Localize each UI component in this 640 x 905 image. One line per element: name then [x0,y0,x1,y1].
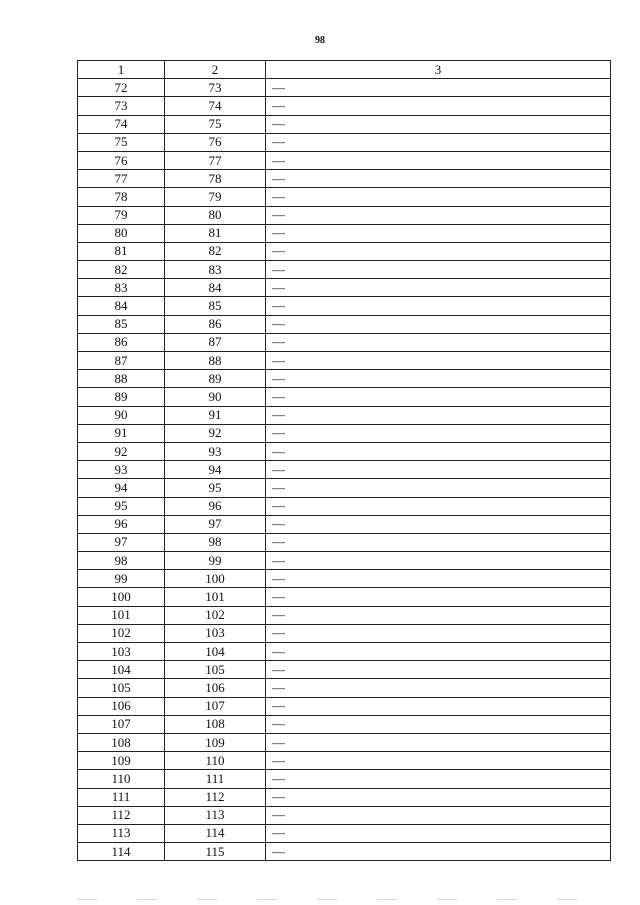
table-cell-col2: 100 [165,570,266,588]
column-header-1: 1 [78,61,165,79]
table-cell-col3 [266,515,611,533]
table-row [78,497,611,515]
dash-value: — [272,316,285,332]
table-cell-col1: 84 [78,297,165,315]
table-cell-col2: 74 [165,97,266,115]
table-cell-col2: 111 [165,770,266,788]
dash-value: — [272,698,285,714]
table-cell-col3 [266,188,611,206]
table-cell-col3 [266,770,611,788]
dash-value: — [272,461,285,477]
table-row [78,552,611,570]
table-cell-col1: 80 [78,224,165,242]
data-table [77,60,611,861]
dash-value: — [272,334,285,350]
table-cell-col1: 76 [78,151,165,169]
table-cell-col2: 106 [165,679,266,697]
table-row [78,606,611,624]
table-cell-col1: 99 [78,570,165,588]
dash-value: — [272,789,285,805]
table-cell-col2: 80 [165,206,266,224]
dash-value: — [272,352,285,368]
table-cell-col1: 97 [78,533,165,551]
table-cell-col3 [266,333,611,351]
column-header-2: 2 [165,61,266,79]
table-row [78,661,611,679]
table-cell-col3 [266,752,611,770]
table-header [78,61,611,79]
table-cell-col2: 86 [165,315,266,333]
dash-value: — [272,807,285,823]
table-row [78,643,611,661]
table-cell-col3 [266,424,611,442]
table-cell-col2: 73 [165,79,266,97]
page-number: 98 [315,35,325,46]
table-cell-col2: 87 [165,333,266,351]
table-row [78,679,611,697]
table-row [78,715,611,733]
table-cell-col3 [266,261,611,279]
table-cell-col1: 92 [78,442,165,460]
table-cell-col3 [266,843,611,861]
table-row [78,424,611,442]
table-row [78,133,611,151]
table-cell-col3 [266,606,611,624]
table-cell-col3 [266,697,611,715]
table-cell-col3 [266,279,611,297]
dash-value: — [272,407,285,423]
table-cell-col2: 81 [165,224,266,242]
table-cell-col1: 81 [78,242,165,260]
dash-value: — [272,770,285,786]
table-cell-col1: 109 [78,752,165,770]
table-cell-col1: 104 [78,661,165,679]
table-cell-col1: 98 [78,552,165,570]
table-cell-col1: 101 [78,606,165,624]
table-cell-col2: 84 [165,279,266,297]
dash-value: — [272,207,285,223]
table-cell-col1: 100 [78,588,165,606]
table-cell-col2: 110 [165,752,266,770]
table-cell-col2: 113 [165,806,266,824]
dash-value: — [272,279,285,295]
table-row [78,97,611,115]
table-row [78,297,611,315]
table-row [78,388,611,406]
table-cell-col2: 104 [165,643,266,661]
table-cell-col1: 79 [78,206,165,224]
dash-value: — [272,552,285,568]
table-cell-col1: 108 [78,733,165,751]
table-cell-col1: 113 [78,824,165,842]
table-cell-col1: 102 [78,624,165,642]
table-row [78,261,611,279]
table-cell-col3 [266,588,611,606]
table-cell-col2: 103 [165,624,266,642]
table-row [78,333,611,351]
table-cell-col2: 75 [165,115,266,133]
dash-value: — [272,716,285,732]
table-cell-col2: 92 [165,424,266,442]
dash-value: — [272,570,285,586]
table-cell-col3 [266,406,611,424]
table-cell-col2: 114 [165,824,266,842]
dash-value: — [272,661,285,677]
table-cell-col1: 89 [78,388,165,406]
table-row [78,206,611,224]
table-cell-col2: 115 [165,843,266,861]
dash-value: — [272,152,285,168]
table-cell-col3 [266,715,611,733]
dash-value: — [272,843,285,859]
table-row [78,843,611,861]
table-cell-col3 [266,824,611,842]
dash-value: — [272,516,285,532]
dash-value: — [272,170,285,186]
table-cell-col1: 73 [78,97,165,115]
table-cell-col3 [266,533,611,551]
table-row [78,370,611,388]
dash-value: — [272,825,285,841]
table-cell-col1: 90 [78,406,165,424]
table-cell-col2: 108 [165,715,266,733]
dash-value: — [272,388,285,404]
table-cell-col3 [266,133,611,151]
table-row [78,770,611,788]
table-cell-col1: 107 [78,715,165,733]
table-cell-col3 [266,806,611,824]
dash-value: — [272,534,285,550]
table-cell-col1: 93 [78,461,165,479]
table-row [78,115,611,133]
dash-value: — [272,425,285,441]
table-cell-col3 [266,733,611,751]
table-cell-col3 [266,497,611,515]
table-row [78,188,611,206]
dash-value: — [272,607,285,623]
table-cell-col3 [266,224,611,242]
table-cell-col3 [266,679,611,697]
table-row [78,352,611,370]
table-cell-col3 [266,151,611,169]
table-cell-col1: 82 [78,261,165,279]
dash-value: — [272,188,285,204]
table-cell-col2: 95 [165,479,266,497]
table-cell-col1: 95 [78,497,165,515]
table-cell-col2: 77 [165,151,266,169]
table-row [78,752,611,770]
dash-value: — [272,479,285,495]
table-row [78,806,611,824]
table-row [78,442,611,460]
table-cell-col3 [266,788,611,806]
table-cell-col1: 112 [78,806,165,824]
dash-value: — [272,643,285,659]
table-cell-col3 [266,552,611,570]
dash-value: — [272,734,285,750]
dash-value: — [272,225,285,241]
table-row [78,697,611,715]
table-cell-col1: 77 [78,170,165,188]
table-cell-col1: 74 [78,115,165,133]
table-cell-col2: 78 [165,170,266,188]
table-row [78,315,611,333]
table-body [78,79,611,861]
table-cell-col1: 91 [78,424,165,442]
table-cell-col3 [266,352,611,370]
dash-value: — [272,97,285,113]
dash-value: — [272,298,285,314]
table-cell-col2: 91 [165,406,266,424]
column-header-3: 3 [266,61,611,79]
table-cell-col3 [266,370,611,388]
dash-value: — [272,589,285,605]
table-row [78,788,611,806]
table-cell-col2: 90 [165,388,266,406]
table-cell-col3 [266,570,611,588]
dash-value: — [272,134,285,150]
dash-value: — [272,79,285,95]
table-cell-col1: 111 [78,788,165,806]
table-cell-col2: 94 [165,461,266,479]
table-cell-col1: 105 [78,679,165,697]
table-cell-col3 [266,79,611,97]
table-cell-col1: 88 [78,370,165,388]
dash-value: — [272,443,285,459]
table-row [78,570,611,588]
dash-value: — [272,752,285,768]
table-cell-col3 [266,661,611,679]
table-row [78,479,611,497]
table-cell-col2: 99 [165,552,266,570]
table-cell-col2: 105 [165,661,266,679]
scan-artifact-line [77,899,610,900]
table-row [78,79,611,97]
dash-value: — [272,370,285,386]
table-cell-col1: 106 [78,697,165,715]
table-cell-col2: 102 [165,606,266,624]
dash-value: — [272,261,285,277]
table-cell-col3 [266,170,611,188]
table-row [78,170,611,188]
table-cell-col2: 76 [165,133,266,151]
table-cell-col3 [266,624,611,642]
table-cell-col3 [266,206,611,224]
table-row [78,624,611,642]
table-cell-col3 [266,242,611,260]
table-row [78,824,611,842]
table-cell-col3 [266,115,611,133]
table-cell-col2: 93 [165,442,266,460]
table-cell-col1: 83 [78,279,165,297]
table-cell-col3 [266,479,611,497]
table-cell-col2: 85 [165,297,266,315]
table-cell-col2: 89 [165,370,266,388]
table-cell-col1: 114 [78,843,165,861]
table-cell-col2: 79 [165,188,266,206]
table-cell-col1: 85 [78,315,165,333]
table-cell-col1: 86 [78,333,165,351]
dash-value: — [272,116,285,132]
table-cell-col2: 96 [165,497,266,515]
table-row [78,461,611,479]
table-cell-col3 [266,97,611,115]
table-row [78,515,611,533]
table-row [78,533,611,551]
table-cell-col2: 82 [165,242,266,260]
table-cell-col2: 101 [165,588,266,606]
table-cell-col2: 88 [165,352,266,370]
table-cell-col2: 112 [165,788,266,806]
table-row [78,588,611,606]
table-row [78,733,611,751]
table-row [78,406,611,424]
dash-value: — [272,498,285,514]
table-cell-col1: 103 [78,643,165,661]
table-row [78,224,611,242]
table-cell-col3 [266,461,611,479]
table-cell-col1: 75 [78,133,165,151]
header-row [78,61,611,79]
table-cell-col2: 109 [165,733,266,751]
table-cell-col2: 98 [165,533,266,551]
table-cell-col2: 97 [165,515,266,533]
table-cell-col1: 78 [78,188,165,206]
dash-value: — [272,679,285,695]
table-cell-col3 [266,315,611,333]
table-cell-col2: 107 [165,697,266,715]
table-row [78,242,611,260]
table-cell-col2: 83 [165,261,266,279]
dash-value: — [272,625,285,641]
table-cell-col1: 87 [78,352,165,370]
table-row [78,151,611,169]
table-cell-col1: 94 [78,479,165,497]
table-cell-col3 [266,388,611,406]
table-cell-col3 [266,442,611,460]
dash-value: — [272,243,285,259]
table-cell-col1: 96 [78,515,165,533]
table-cell-col3 [266,643,611,661]
table-cell-col3 [266,297,611,315]
table-row [78,279,611,297]
table-cell-col1: 110 [78,770,165,788]
table-cell-col1: 72 [78,79,165,97]
